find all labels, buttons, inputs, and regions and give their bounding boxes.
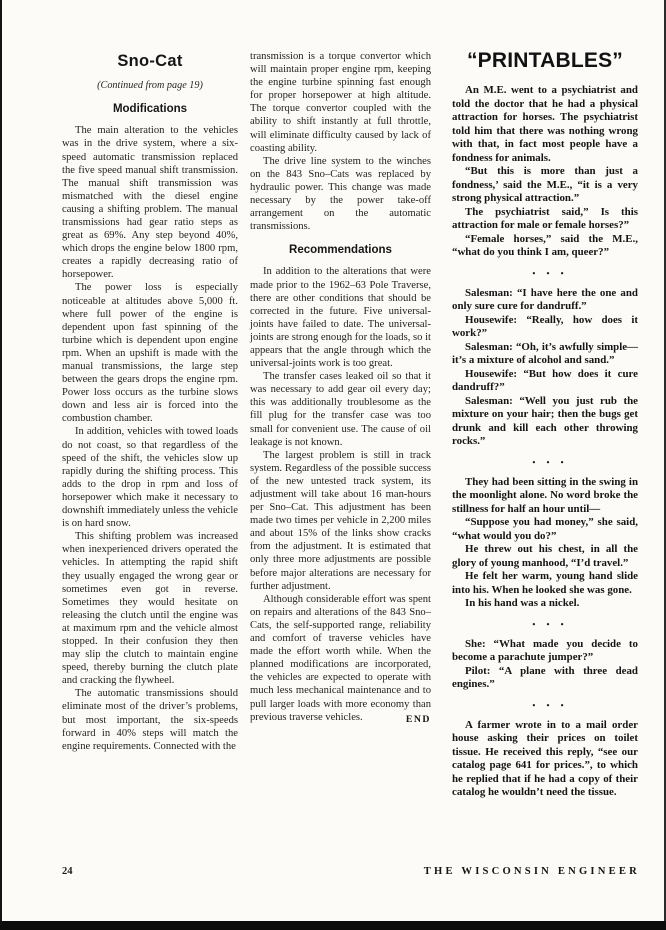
dots-separator: • • • — [532, 267, 564, 278]
paragraph: Housewife: “But how does it cure dandruff?” — [452, 367, 638, 394]
magazine-name: THE WISCONSIN ENGINEER — [423, 866, 640, 877]
page-footer — [62, 866, 640, 877]
printables-title: “PRINTABLES” — [466, 49, 623, 72]
paragraph: In addition to the alterations that were made prior to the 1962–63 Pole Traverse, there are other conditions that should be corrected in the future. Five universal-joints have failed to date. The universal-joints are strong enough for the loads, so it appears that the angle through which the universal-joints work is too great. — [250, 266, 431, 370]
left-column — [62, 52, 238, 753]
dots-separator: • • • — [532, 456, 564, 467]
continued-from-note: (Continued from page 19) — [97, 80, 203, 92]
paragraph: A farmer wrote in to a mail order house asking their prices on toilet tissue. He received this reply, “see our catalog page 641 for prices.”, to which he replied that if he had a copy of their catalog he wouldn’t need the tissue. — [452, 718, 638, 799]
paragraph: The transfer cases leaked oil so that it was necessary to add gear oil every day; this was additionally troublesome as the fill plug for the transfer case was too small for convenient use. The cause of oil leakage is not known. — [250, 371, 431, 448]
middle-column — [250, 50, 431, 726]
dots-separator: • • • — [532, 618, 564, 629]
end-marker: END — [405, 713, 431, 725]
section-heading: Recommendations — [289, 244, 392, 257]
paragraph: Salesman: “I have here the one and only sure cure for dandruff.” — [452, 286, 638, 313]
paragraph: transmission is a torque convertor which will maintain proper engine rpm, keeping the engine turbine spinning fast enough for proper horsepower at high altitude. The torque convertor coupled with the ability to shift instantly at full throttle, will eliminate difficulty caused by lack of coasting ability. — [250, 51, 431, 154]
paragraph: “Female horses,” said the M.E., “what do you think I am, queer?” — [452, 232, 638, 258]
section-heading: Modifications — [112, 103, 188, 116]
dots-separator: • • • — [532, 699, 564, 710]
paragraph: Salesman: “Well you just rub the mixture on your hair; then the bugs get drunk and kill each other throwing rocks.” — [452, 394, 638, 448]
paragraph: He threw out his chest, in all the glory of young manhood, “I’d travel.” — [452, 543, 638, 569]
paragraph: They had been sitting in the swing in the moonlight alone. No word broke the stillness for half an hour until— — [452, 475, 638, 515]
paragraph: Although considerable effort was spent on repairs and alterations of the 843 Sno–Cats, the self-supported range, reliability and comfort of traverse vehicles have made the effort worth while. When the planned modifications are incorporated, the vehicles are expected to operate with much less mechanical maintenance and to pull larger loads with more economy than previous traverse vehicles. END — [250, 593, 431, 725]
middle-column-blocks — [250, 50, 431, 724]
right-column — [452, 48, 638, 800]
page-number: 24 — [62, 866, 73, 877]
paragraph: The psychiatrist said,” Is this attraction for male or female horses?” — [452, 205, 638, 231]
paragraph: The power loss is especially noticeable at altitudes above 5,000 ft. where full power of the engine is dependent upon fast spinning of the turbine which is dependent upon engine rpm. When an upshift is made with the manual transmissions, the large step between the gears drops the engine rpm. Power loss occurs as the turbine slows down and less air is forced into the combustion chamber. — [62, 282, 238, 425]
paragraph: An M.E. went to a psychiatrist and told the doctor that he had a physical attraction for horses. The psychiatrist told him that there was nothing wrong with that, in fact most people have a fondness for animals. — [452, 84, 638, 164]
paragraph: The automatic transmissions should eliminate most of the driver’s problems, but most important, the six-speeds forward in 40% steps will match the engine requirements. Connected with the — [62, 688, 238, 752]
paragraph: “But this is more than just a fondness,’ said the M.E., “it is a very strong physical attraction.” — [452, 165, 638, 204]
paragraph: “Suppose you had money,” she said, “what would you do?” — [452, 516, 638, 542]
paragraph: He felt her warm, young hand slide into his. When he looked she was gone. — [452, 570, 638, 596]
paragraph: She: “What made you decide to become a parachute jumper?” — [452, 637, 638, 664]
article-title: Sno-Cat — [117, 52, 183, 70]
paragraph: Pilot: “A plane with three dead engines.” — [452, 664, 638, 691]
scan-edge-bottom — [0, 921, 666, 930]
scan-edge-left — [0, 0, 2, 930]
paragraph: In addition, vehicles with towed loads do not coast, so that regardless of the speed of the shift, the vehicles slow up rapidly during the shifting process. This adds to the drop in rpm and loss of horsepower which make it necessary to downshift immediately unless the vehicle is on hard snow. — [62, 426, 238, 530]
paragraph: The drive line system to the winches on the 843 Sno–Cats was replaced by hydraulic power. This change was made necessary by the power take-off arrangement on the automatic transmissions. — [250, 155, 431, 233]
paragraph: Housewife: “Really, how does it work?” — [452, 313, 638, 340]
paragraph: Salesman: “Oh, it’s awfully simple—it’s a mixture of alcohol and sand.” — [452, 340, 638, 367]
right-column-blocks — [452, 84, 638, 800]
left-column-blocks — [62, 103, 238, 753]
paragraph: The largest problem is still in track system. Regardless of the possible success of the new untested track system, its adjustment will take about 16 man-hours per Sno–Cat. This adjustment has been made two times per vehicle in 2,200 miles and about 15% of the links show cracks from the adjustment. It is estimated that only three more adjustments are possible before major alterations are necessary for further adjustment. — [250, 449, 431, 592]
paragraph: In his hand was a nickel. — [465, 597, 580, 610]
paragraph: The main alteration to the vehicles was in the drive system, where a six-speed automatic transmission replaced the five speed manual shift transmission. The manual shift transmission was mismatched with the diesel engine causing a shifting problem. The manual transmissions had gear ratio steps as great as 69%. Any step beyond 40%, which drops the engine below 1800 rpm, creates a rapidly decreasing ratio of horsepower. — [62, 125, 238, 281]
paragraph: This shifting problem was increased when inexperienced drivers operated the vehicles. In attempting the rapid shift they usually engaged the wrong gear or sometimes even got in reverse. Sometimes they would hesitate on releasing the clutch until the engine was at maximum rpm and the vehicle almost stopped. In their confusion they then may slip the clutch to maintain engine speed, thereby burning the clutch plate and cracking the flywheel. — [62, 531, 238, 687]
